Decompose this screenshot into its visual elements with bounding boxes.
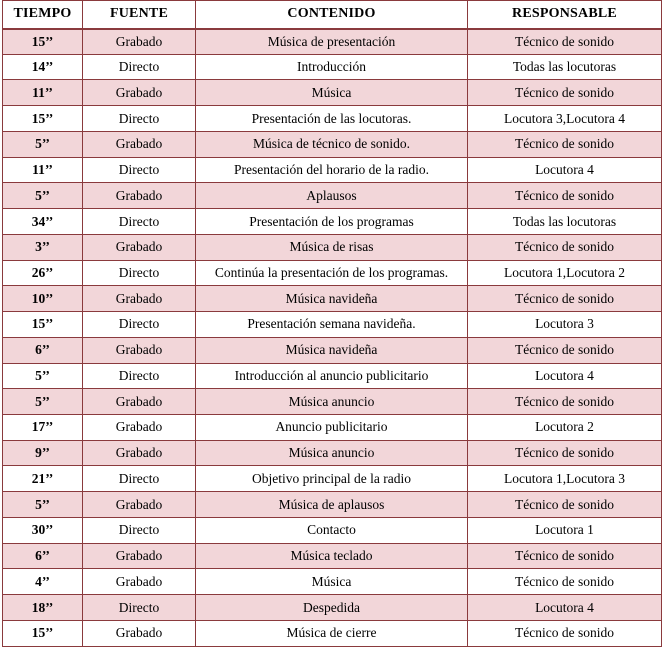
table-row <box>3 131 662 157</box>
cell-time: 9’’ <box>3 440 83 466</box>
cell-source: Grabado <box>83 492 196 518</box>
cell-content: Presentación del horario de la radio. <box>196 157 468 183</box>
cell-time: 21’’ <box>3 466 83 492</box>
cell-source: Grabado <box>83 337 196 363</box>
cell-content: Despedida <box>196 595 468 621</box>
table-body <box>3 29 662 647</box>
cell-responsible: Locutora 1,Locutora 2 <box>468 260 662 286</box>
cell-content: Música <box>196 80 468 106</box>
cell-content: Presentación de las locutoras. <box>196 106 468 132</box>
cell-content: Introducción al anuncio publicitario <box>196 363 468 389</box>
cell-time: 5’’ <box>3 389 83 415</box>
cell-content: Música de aplausos <box>196 492 468 518</box>
cell-responsible: Locutora 1,Locutora 3 <box>468 466 662 492</box>
cell-responsible: Locutora 3 <box>468 312 662 338</box>
cell-time: 17’’ <box>3 415 83 441</box>
cell-source: Grabado <box>83 234 196 260</box>
table-row <box>3 337 662 363</box>
cell-responsible: Técnico de sonido <box>468 234 662 260</box>
cell-source: Directo <box>83 209 196 235</box>
cell-time: 6’’ <box>3 543 83 569</box>
table-row <box>3 260 662 286</box>
cell-time: 4’’ <box>3 569 83 595</box>
cell-content: Anuncio publicitario <box>196 415 468 441</box>
cell-content: Música navideña <box>196 286 468 312</box>
cell-responsible: Técnico de sonido <box>468 389 662 415</box>
cell-content: Continúa la presentación de los programas. <box>196 260 468 286</box>
cell-time: 14’’ <box>3 54 83 80</box>
table-row <box>3 80 662 106</box>
cell-content: Música <box>196 569 468 595</box>
cell-time: 15’’ <box>3 312 83 338</box>
cell-source: Grabado <box>83 440 196 466</box>
table-header <box>3 1 662 29</box>
cell-source: Grabado <box>83 80 196 106</box>
cell-time: 11’’ <box>3 80 83 106</box>
radio-script-table-container <box>2 0 661 647</box>
cell-source: Directo <box>83 106 196 132</box>
cell-content: Música anuncio <box>196 440 468 466</box>
table-row <box>3 312 662 338</box>
cell-content: Música anuncio <box>196 389 468 415</box>
cell-time: 30’’ <box>3 517 83 543</box>
table-row <box>3 543 662 569</box>
cell-content: Música navideña <box>196 337 468 363</box>
cell-source: Grabado <box>83 543 196 569</box>
cell-responsible: Todas las locutoras <box>468 54 662 80</box>
table-row <box>3 466 662 492</box>
cell-time: 15’’ <box>3 620 83 646</box>
table-row <box>3 54 662 80</box>
cell-responsible: Técnico de sonido <box>468 569 662 595</box>
cell-time: 5’’ <box>3 492 83 518</box>
cell-responsible: Técnico de sonido <box>468 80 662 106</box>
cell-responsible: Técnico de sonido <box>468 337 662 363</box>
cell-responsible: Técnico de sonido <box>468 620 662 646</box>
cell-time: 5’’ <box>3 363 83 389</box>
cell-content: Música de cierre <box>196 620 468 646</box>
cell-source: Grabado <box>83 183 196 209</box>
table-row <box>3 569 662 595</box>
cell-responsible: Locutora 4 <box>468 363 662 389</box>
table-row <box>3 209 662 235</box>
table-row <box>3 440 662 466</box>
cell-responsible: Técnico de sonido <box>468 131 662 157</box>
cell-time: 3’’ <box>3 234 83 260</box>
cell-source: Grabado <box>83 286 196 312</box>
table-row <box>3 157 662 183</box>
header-tiempo: TIEMPO <box>3 1 83 29</box>
cell-source: Grabado <box>83 415 196 441</box>
table-row <box>3 595 662 621</box>
cell-responsible: Locutora 1 <box>468 517 662 543</box>
cell-responsible: Técnico de sonido <box>468 29 662 55</box>
header-row <box>3 1 662 29</box>
header-contenido: CONTENIDO <box>196 1 468 29</box>
table-row <box>3 234 662 260</box>
cell-source: Directo <box>83 466 196 492</box>
table-row <box>3 183 662 209</box>
cell-source: Grabado <box>83 620 196 646</box>
cell-source: Directo <box>83 157 196 183</box>
cell-source: Grabado <box>83 131 196 157</box>
table-row <box>3 106 662 132</box>
cell-content: Presentación de los programas <box>196 209 468 235</box>
cell-content: Música de técnico de sonido. <box>196 131 468 157</box>
cell-responsible: Locutora 4 <box>468 595 662 621</box>
table-row <box>3 29 662 55</box>
cell-source: Directo <box>83 517 196 543</box>
cell-source: Grabado <box>83 29 196 55</box>
cell-responsible: Técnico de sonido <box>468 286 662 312</box>
cell-time: 5’’ <box>3 183 83 209</box>
cell-source: Directo <box>83 260 196 286</box>
cell-content: Contacto <box>196 517 468 543</box>
table-row <box>3 415 662 441</box>
cell-source: Directo <box>83 363 196 389</box>
radio-script-table <box>2 0 662 647</box>
cell-source: Directo <box>83 54 196 80</box>
cell-time: 18’’ <box>3 595 83 621</box>
cell-time: 5’’ <box>3 131 83 157</box>
cell-source: Grabado <box>83 569 196 595</box>
cell-time: 10’’ <box>3 286 83 312</box>
cell-responsible: Técnico de sonido <box>468 543 662 569</box>
cell-responsible: Locutora 4 <box>468 157 662 183</box>
cell-content: Música de risas <box>196 234 468 260</box>
header-fuente: FUENTE <box>83 1 196 29</box>
cell-responsible: Locutora 3,Locutora 4 <box>468 106 662 132</box>
cell-content: Presentación semana navideña. <box>196 312 468 338</box>
cell-source: Grabado <box>83 389 196 415</box>
cell-time: 15’’ <box>3 106 83 132</box>
cell-content: Objetivo principal de la radio <box>196 466 468 492</box>
table-row <box>3 517 662 543</box>
cell-content: Introducción <box>196 54 468 80</box>
header-responsable: RESPONSABLE <box>468 1 662 29</box>
table-row <box>3 389 662 415</box>
cell-content: Música teclado <box>196 543 468 569</box>
cell-time: 11’’ <box>3 157 83 183</box>
cell-time: 15’’ <box>3 29 83 55</box>
cell-responsible: Técnico de sonido <box>468 492 662 518</box>
cell-responsible: Todas las locutoras <box>468 209 662 235</box>
table-row <box>3 620 662 646</box>
cell-time: 26’’ <box>3 260 83 286</box>
cell-responsible: Técnico de sonido <box>468 183 662 209</box>
cell-source: Directo <box>83 595 196 621</box>
table-row <box>3 363 662 389</box>
table-row <box>3 286 662 312</box>
cell-source: Directo <box>83 312 196 338</box>
cell-content: Aplausos <box>196 183 468 209</box>
cell-responsible: Locutora 2 <box>468 415 662 441</box>
cell-responsible: Técnico de sonido <box>468 440 662 466</box>
table-row <box>3 492 662 518</box>
cell-time: 34’’ <box>3 209 83 235</box>
cell-content: Música de presentación <box>196 29 468 55</box>
cell-time: 6’’ <box>3 337 83 363</box>
